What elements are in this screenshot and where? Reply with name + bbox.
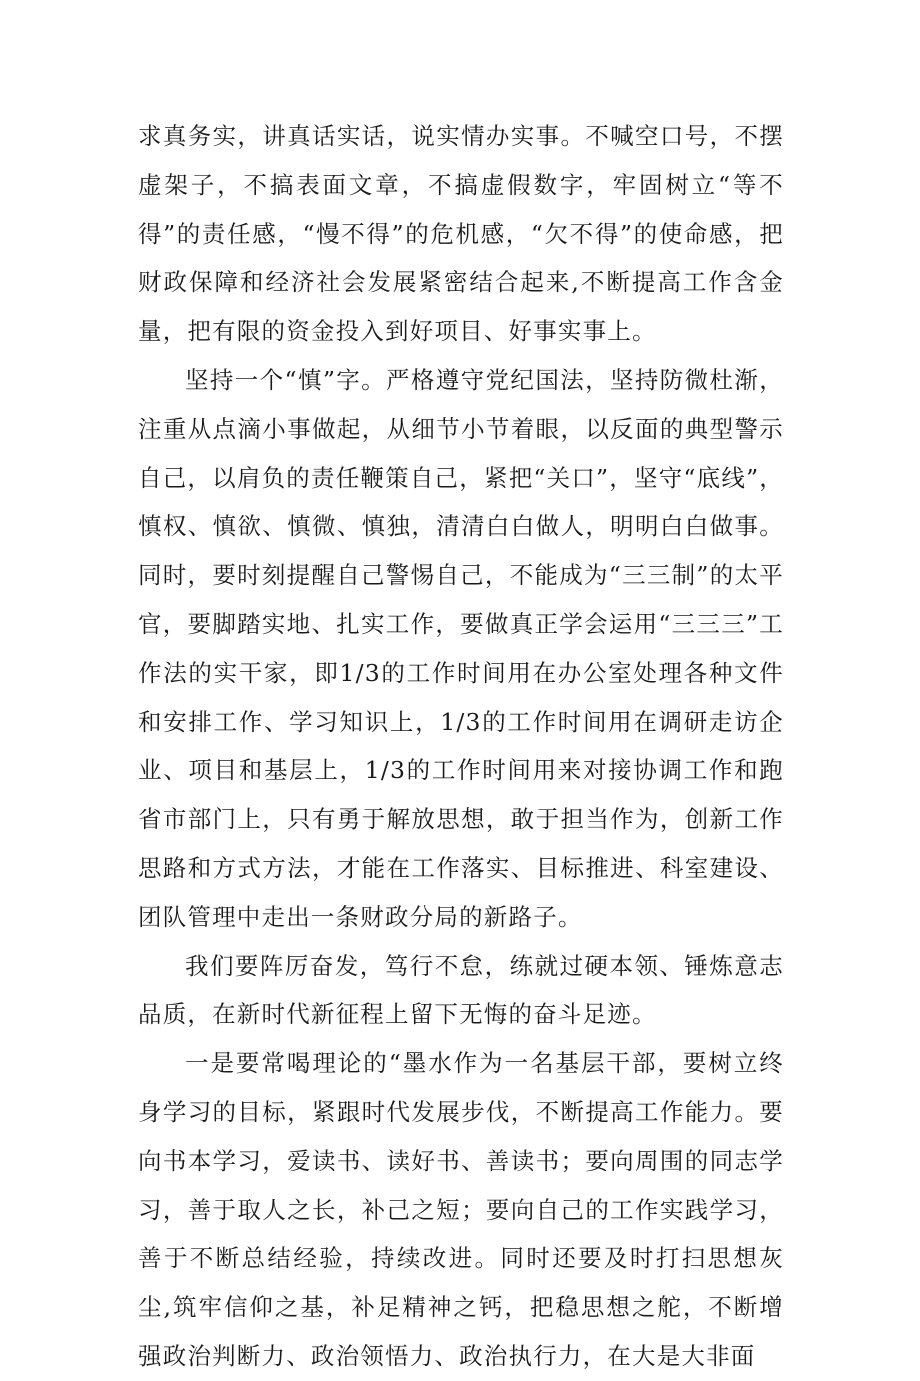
paragraph-1: 求真务实，讲真话实话，说实情办实事。不喊空口号，不摆虚架子，不搞表面文章，不搞虚假数字，牢固树立“等不得”的责任感，“慢不得”的危机感，“欠不得”的使命感，把财政保障和经济社会发展紧密结合起来,不断提高工作含金量，把有限的资金投入到好项目、好事实事上。 [138, 122, 784, 346]
document-body [138, 112, 784, 1381]
paragraph-2: 坚持一个“慎”字。严格遵守党纪国法，坚持防微杜渐，注重从点滴小事做起，从细节小节着眼，以反面的典型警示自己，以肩负的责任鞭策自己，紧把“关口”，坚守“底线”，慎权、慎欲、慎微、慎独，清清白白做人，明明白白做事。同时，要时刻提醒自己警惕自己，不能成为“三三制”的太平官，要脚踏实地、扎实工作，要做真正学会运用“三三三”工作法的实干家，即1/3的工作时间用在办公室处理各种文件和安排工作、学习知识上，1/3的工作时间用在调研走访企业、项目和基层上，1/3的工作时间用来对接协调工作和跑省市部门上，只有勇于解放思想，敢于担当作为，创新工作思路和方式方法，才能在工作落实、目标推进、科室建设、团队管理中走出一条财政分局的新路子。 [138, 365, 784, 931]
paragraph-4: 一是要常喝理论的“墨水作为一名基层干部，要树立终身学习的目标，紧跟时代发展步伐，不断提高工作能力。要向书本学习，爱读书、读好书、善读书；要向周围的同志学习，善于取人之长，补己之短；要向自己的工作实践学习，善于不断总结经验，持续改进。同时还要及时打扫思想灰尘,筑牢信仰之基，补足精神之钙，把稳思想之舵，不断增强政治判断力、政治领悟力、政治执行力，在大是大非面 [138, 1049, 784, 1370]
paragraph-3: 我们要阵厉奋发，笃行不怠，练就过硬本领、锤炼意志品质，在新时代新征程上留下无悔的奋斗足迹。 [138, 951, 784, 1029]
